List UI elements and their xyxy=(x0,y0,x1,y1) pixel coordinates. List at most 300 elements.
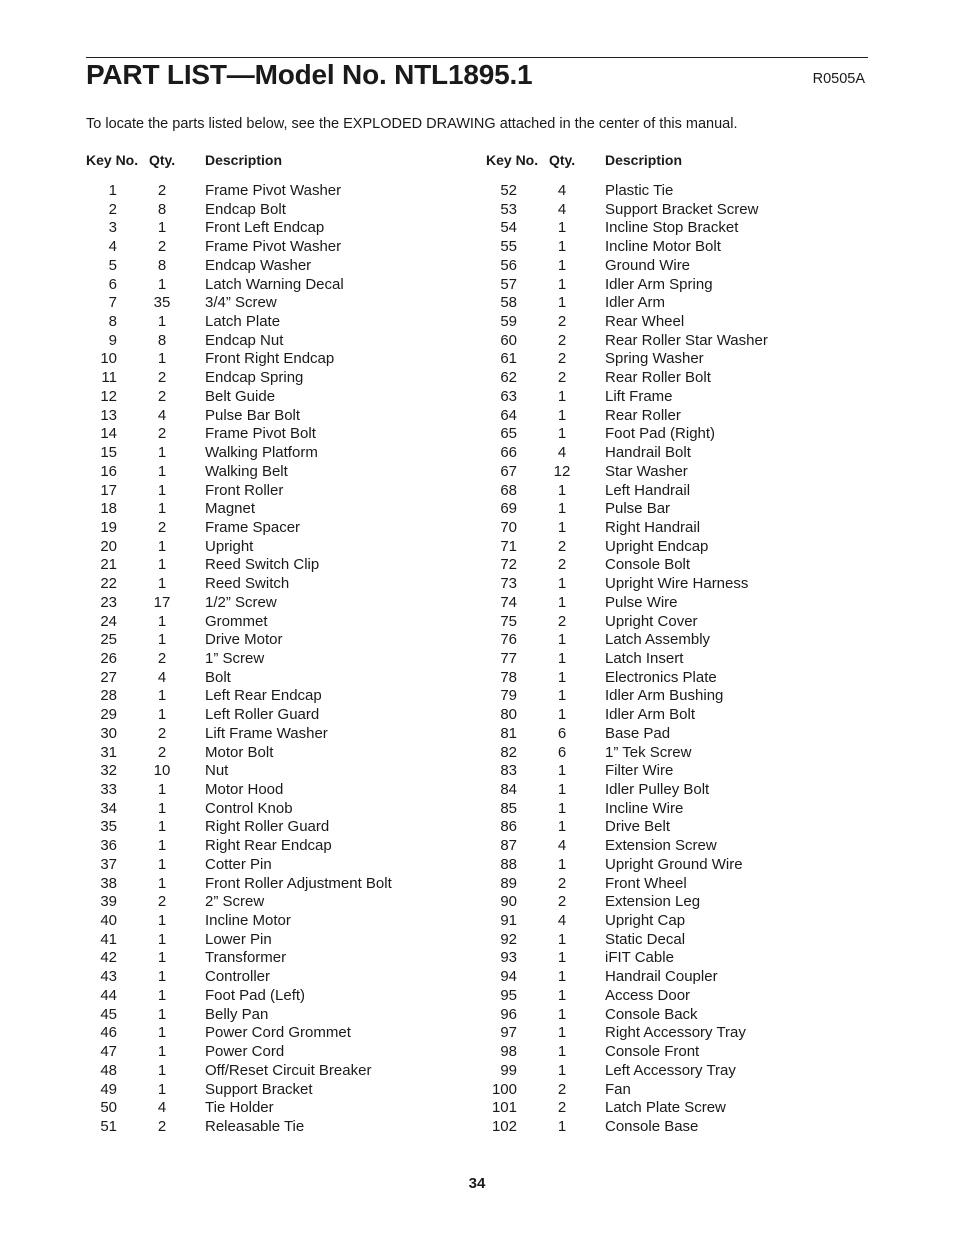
part-description: Incline Stop Bracket xyxy=(605,219,739,237)
part-key-no: 59 xyxy=(500,313,517,331)
part-qty: 1 xyxy=(557,668,567,686)
part-qty: 1 xyxy=(557,649,567,667)
part-qty: 8 xyxy=(157,200,167,218)
part-row xyxy=(486,407,876,426)
part-key-no: 11 xyxy=(101,369,117,387)
part-key-no: 73 xyxy=(500,575,517,593)
part-description: Upright Ground Wire xyxy=(605,855,743,873)
part-row xyxy=(486,725,876,744)
part-row xyxy=(486,482,876,501)
part-key-no: 25 xyxy=(100,631,117,649)
parts-column-left xyxy=(86,150,476,1135)
part-key-no: 67 xyxy=(500,462,517,480)
part-key-no: 91 xyxy=(500,912,517,930)
part-row xyxy=(86,369,476,388)
part-row xyxy=(86,762,476,781)
part-qty: 1 xyxy=(157,968,167,986)
part-key-no: 51 xyxy=(100,1117,117,1135)
part-qty: 1 xyxy=(557,1061,567,1079)
part-key-no: 81 xyxy=(500,724,517,742)
part-row xyxy=(486,556,876,575)
part-key-no: 7 xyxy=(108,294,117,312)
part-description: Rear Wheel xyxy=(605,313,685,331)
part-row xyxy=(486,650,876,669)
part-description: Frame Pivot Bolt xyxy=(205,425,316,443)
part-key-no: 6 xyxy=(108,275,117,293)
part-row xyxy=(86,781,476,800)
part-key-no: 85 xyxy=(500,799,517,817)
part-key-no: 40 xyxy=(100,912,117,930)
part-qty: 1 xyxy=(557,518,567,536)
part-description: Idler Arm Bolt xyxy=(605,706,696,724)
part-qty: 2 xyxy=(157,425,167,443)
part-row xyxy=(86,538,476,557)
part-key-no: 53 xyxy=(500,200,517,218)
part-qty: 2 xyxy=(157,387,167,405)
part-qty: 1 xyxy=(157,631,167,649)
part-description: 3/4” Screw xyxy=(205,294,277,312)
part-key-no: 57 xyxy=(500,275,517,293)
part-row xyxy=(486,1118,876,1137)
part-key-no: 76 xyxy=(500,631,517,649)
part-description: Rear Roller xyxy=(605,406,681,424)
part-row xyxy=(486,1024,876,1043)
part-description: Upright Cap xyxy=(605,912,686,930)
part-description: Front Roller xyxy=(205,481,284,499)
part-key-no: 95 xyxy=(500,986,517,1004)
part-row xyxy=(486,744,876,763)
part-key-no: 26 xyxy=(100,649,117,667)
part-key-no: 21 xyxy=(100,556,117,574)
part-row xyxy=(486,912,876,931)
part-row xyxy=(486,257,876,276)
part-key-no: 14 xyxy=(100,425,117,443)
part-row xyxy=(86,744,476,763)
part-row xyxy=(86,219,476,238)
part-description: Idler Pulley Bolt xyxy=(605,781,710,798)
part-row xyxy=(486,219,876,238)
part-description: Base Pad xyxy=(605,724,671,742)
part-qty: 2 xyxy=(557,1080,567,1098)
part-key-no: 99 xyxy=(500,1061,517,1079)
part-row xyxy=(86,968,476,987)
part-row xyxy=(86,425,476,444)
part-key-no: 100 xyxy=(491,1080,517,1098)
column-header xyxy=(86,150,476,172)
part-qty: 2 xyxy=(557,874,567,892)
part-qty: 4 xyxy=(557,444,567,462)
part-key-no: 33 xyxy=(100,781,117,798)
part-qty: 1 xyxy=(157,912,167,930)
part-key-no: 12 xyxy=(100,387,117,405)
part-key-no: 23 xyxy=(100,593,117,611)
part-qty: 1 xyxy=(557,949,567,967)
part-qty: 1 xyxy=(557,706,567,724)
part-row xyxy=(86,912,476,931)
part-row xyxy=(486,1006,876,1025)
part-description: Endcap Spring xyxy=(205,369,304,387)
part-key-no: 70 xyxy=(500,518,517,536)
part-qty: 1 xyxy=(157,949,167,967)
part-key-no: 84 xyxy=(500,781,517,798)
part-qty: 1 xyxy=(557,1024,567,1042)
part-qty: 1 xyxy=(157,687,167,705)
part-description: Drive Belt xyxy=(605,818,671,836)
part-description: 1/2” Screw xyxy=(205,593,277,611)
part-row xyxy=(86,837,476,856)
part-qty: 1 xyxy=(157,930,167,948)
part-row xyxy=(86,725,476,744)
part-key-no: 16 xyxy=(100,462,117,480)
part-description: Latch Plate xyxy=(205,313,281,331)
part-qty: 2 xyxy=(157,893,167,911)
part-qty: 10 xyxy=(153,762,171,780)
part-row xyxy=(86,1099,476,1118)
part-description: Latch Warning Decal xyxy=(205,275,344,293)
part-description: Incline Motor Bolt xyxy=(605,238,721,256)
part-qty: 1 xyxy=(157,575,167,593)
part-description: Console Back xyxy=(605,1005,698,1023)
part-key-no: 56 xyxy=(500,256,517,274)
part-description: iFIT Cable xyxy=(605,949,674,967)
part-description: Left Accessory Tray xyxy=(605,1061,736,1079)
part-qty: 1 xyxy=(557,593,567,611)
part-row xyxy=(86,949,476,968)
part-row xyxy=(86,519,476,538)
part-description: Reed Switch Clip xyxy=(205,556,320,574)
part-qty: 1 xyxy=(557,500,567,518)
part-row xyxy=(86,687,476,706)
part-key-no: 32 xyxy=(100,762,117,780)
part-qty: 2 xyxy=(557,612,567,630)
part-row xyxy=(486,463,876,482)
part-key-no: 34 xyxy=(100,799,117,817)
part-description: Nut xyxy=(205,762,229,780)
intro-text: To locate the parts listed below, see the EXPLODED DRAWING attached in the center of this manual. xyxy=(86,116,738,132)
part-row xyxy=(486,669,876,688)
part-qty: 6 xyxy=(557,724,567,742)
part-row xyxy=(486,687,876,706)
part-qty: 1 xyxy=(557,930,567,948)
part-key-no: 18 xyxy=(100,500,117,518)
part-key-no: 68 xyxy=(500,481,517,499)
part-key-no: 50 xyxy=(100,1099,117,1117)
part-key-no: 52 xyxy=(500,182,517,199)
part-description: Idler Arm Spring xyxy=(605,275,713,293)
part-key-no: 79 xyxy=(500,687,517,705)
part-description: Endcap Bolt xyxy=(205,200,286,218)
part-qty: 1 xyxy=(557,219,567,237)
part-key-no: 64 xyxy=(500,406,517,424)
part-qty: 1 xyxy=(557,294,567,312)
part-description: Lift Frame Washer xyxy=(205,724,328,742)
part-key-no: 93 xyxy=(500,949,517,967)
part-description: Belt Guide xyxy=(205,387,276,405)
part-qty: 1 xyxy=(157,818,167,836)
part-row xyxy=(86,182,476,201)
part-row xyxy=(86,350,476,369)
part-row xyxy=(86,1118,476,1137)
part-description: Right Accessory Tray xyxy=(605,1024,746,1042)
page-title: PART LIST—Model No. NTL1895.1 xyxy=(86,59,533,90)
part-description: Extension Leg xyxy=(605,893,701,911)
part-description: Walking Belt xyxy=(205,462,288,480)
part-key-no: 97 xyxy=(500,1024,517,1042)
part-row xyxy=(86,388,476,407)
part-row xyxy=(486,594,876,613)
part-qty: 1 xyxy=(157,1080,167,1098)
part-row xyxy=(486,388,876,407)
part-qty: 2 xyxy=(157,1117,167,1135)
part-row xyxy=(86,444,476,463)
part-key-no: 38 xyxy=(100,874,117,892)
part-description: Frame Spacer xyxy=(205,518,301,536)
part-key-no: 86 xyxy=(500,818,517,836)
part-qty: 2 xyxy=(157,649,167,667)
part-qty: 1 xyxy=(557,481,567,499)
part-description: Endcap Washer xyxy=(205,256,312,274)
part-key-no: 58 xyxy=(500,294,517,312)
part-key-no: 87 xyxy=(500,837,517,855)
column-header xyxy=(486,150,876,172)
part-description: Magnet xyxy=(205,500,256,518)
part-row xyxy=(486,800,876,819)
part-row xyxy=(86,594,476,613)
part-qty: 1 xyxy=(157,612,167,630)
part-qty: 12 xyxy=(553,462,571,480)
part-description: Motor Bolt xyxy=(205,743,274,761)
part-row xyxy=(486,369,876,388)
part-row xyxy=(486,613,876,632)
part-key-no: 60 xyxy=(500,331,517,349)
part-description: Frame Pivot Washer xyxy=(205,182,342,199)
part-qty: 1 xyxy=(157,874,167,892)
part-row xyxy=(486,875,876,894)
part-row xyxy=(86,650,476,669)
part-row xyxy=(486,538,876,557)
part-key-no: 39 xyxy=(100,893,117,911)
part-key-no: 29 xyxy=(100,706,117,724)
part-description: Motor Hood xyxy=(205,781,284,798)
part-row xyxy=(486,856,876,875)
part-description: Front Right Endcap xyxy=(205,350,335,368)
part-key-no: 98 xyxy=(500,1043,517,1061)
part-description: Upright Cover xyxy=(605,612,698,630)
part-key-no: 96 xyxy=(500,1005,517,1023)
part-key-no: 5 xyxy=(108,256,117,274)
part-description: Electronics Plate xyxy=(605,668,717,686)
part-qty: 8 xyxy=(157,256,167,274)
part-key-no: 10 xyxy=(100,350,117,368)
part-key-no: 15 xyxy=(100,444,117,462)
part-key-no: 3 xyxy=(108,219,117,237)
part-description: Belly Pan xyxy=(205,1005,269,1023)
part-description: Left Roller Guard xyxy=(205,706,320,724)
part-key-no: 35 xyxy=(100,818,117,836)
part-qty: 2 xyxy=(557,556,567,574)
part-key-no: 30 xyxy=(100,724,117,742)
part-row xyxy=(86,613,476,632)
part-row xyxy=(86,313,476,332)
part-qty: 2 xyxy=(157,182,167,199)
part-key-no: 101 xyxy=(491,1099,517,1117)
part-description: Filter Wire xyxy=(605,762,674,780)
part-qty: 2 xyxy=(557,350,567,368)
part-key-no: 19 xyxy=(100,518,117,536)
part-description: Access Door xyxy=(605,986,691,1004)
part-qty: 1 xyxy=(157,462,167,480)
part-row xyxy=(86,407,476,426)
parts-column-right xyxy=(486,150,876,1135)
part-description: Front Wheel xyxy=(605,874,687,892)
part-qty: 2 xyxy=(557,313,567,331)
part-description: Upright xyxy=(205,537,254,555)
part-key-no: 4 xyxy=(108,238,117,256)
part-key-no: 49 xyxy=(100,1080,117,1098)
part-description: Frame Pivot Washer xyxy=(205,238,342,256)
part-description: Walking Platform xyxy=(205,444,318,462)
part-description: Right Handrail xyxy=(605,518,701,536)
header-description: Description xyxy=(605,152,683,168)
part-description: Foot Pad (Left) xyxy=(205,986,306,1004)
part-row xyxy=(486,444,876,463)
part-description: Pulse Wire xyxy=(605,593,678,611)
part-qty: 1 xyxy=(557,575,567,593)
part-description: Left Rear Endcap xyxy=(205,687,322,705)
part-row xyxy=(86,856,476,875)
part-qty: 1 xyxy=(157,1043,167,1061)
part-row xyxy=(486,949,876,968)
part-row xyxy=(486,182,876,201)
part-description: Fan xyxy=(605,1080,631,1098)
part-row xyxy=(86,1062,476,1081)
part-key-no: 44 xyxy=(100,986,117,1004)
part-qty: 4 xyxy=(157,668,167,686)
part-qty: 2 xyxy=(557,369,567,387)
part-key-no: 82 xyxy=(500,743,517,761)
part-description: Rear Roller Star Washer xyxy=(605,331,768,349)
part-description: Latch Plate Screw xyxy=(605,1099,726,1117)
part-qty: 1 xyxy=(557,1043,567,1061)
part-row xyxy=(486,313,876,332)
part-description: Power Cord Grommet xyxy=(205,1024,351,1042)
part-row xyxy=(86,575,476,594)
part-key-no: 92 xyxy=(500,930,517,948)
part-key-no: 28 xyxy=(100,687,117,705)
part-qty: 1 xyxy=(557,781,567,798)
part-description: Front Left Endcap xyxy=(205,219,325,237)
part-description: Drive Motor xyxy=(205,631,283,649)
part-description: Static Decal xyxy=(605,930,686,948)
part-qty: 1 xyxy=(557,762,567,780)
part-description: Idler Arm xyxy=(605,294,666,312)
part-row xyxy=(86,706,476,725)
part-qty: 4 xyxy=(157,1099,167,1117)
part-key-no: 20 xyxy=(100,537,117,555)
part-row xyxy=(486,781,876,800)
parts-list-right xyxy=(486,182,876,1137)
part-qty: 2 xyxy=(157,724,167,742)
part-description: Ground Wire xyxy=(605,256,691,274)
part-qty: 4 xyxy=(557,912,567,930)
part-row xyxy=(486,968,876,987)
part-row xyxy=(486,500,876,519)
part-qty: 1 xyxy=(157,1024,167,1042)
part-key-no: 69 xyxy=(500,500,517,518)
part-key-no: 74 xyxy=(500,593,517,611)
part-qty: 1 xyxy=(157,275,167,293)
part-description: Power Cord xyxy=(205,1043,285,1061)
part-row xyxy=(486,332,876,351)
part-key-no: 66 xyxy=(500,444,517,462)
part-row xyxy=(86,276,476,295)
part-description: Console Bolt xyxy=(605,556,691,574)
part-qty: 1 xyxy=(157,781,167,798)
part-description: Console Front xyxy=(605,1043,700,1061)
part-row xyxy=(486,425,876,444)
part-key-no: 17 xyxy=(100,481,117,499)
part-qty: 35 xyxy=(153,294,171,312)
part-key-no: 62 xyxy=(500,369,517,387)
part-row xyxy=(86,1006,476,1025)
part-description: Star Washer xyxy=(605,462,688,480)
part-row xyxy=(486,631,876,650)
part-description: Grommet xyxy=(205,612,268,630)
part-description: Tie Holder xyxy=(205,1099,274,1117)
part-key-no: 80 xyxy=(500,706,517,724)
part-row xyxy=(486,201,876,220)
part-description: Upright Endcap xyxy=(605,537,709,555)
part-description: Lower Pin xyxy=(205,930,272,948)
part-description: 2” Screw xyxy=(205,893,265,911)
part-description: Latch Insert xyxy=(605,649,684,667)
part-row xyxy=(486,1081,876,1100)
part-qty: 1 xyxy=(157,537,167,555)
part-row xyxy=(86,1043,476,1062)
part-key-no: 102 xyxy=(491,1117,517,1135)
part-description: Right Roller Guard xyxy=(205,818,330,836)
part-key-no: 78 xyxy=(500,668,517,686)
part-key-no: 83 xyxy=(500,762,517,780)
part-row xyxy=(86,257,476,276)
part-description: Off/Reset Circuit Breaker xyxy=(205,1061,372,1079)
part-row xyxy=(486,1099,876,1118)
part-row xyxy=(486,1062,876,1081)
part-row xyxy=(486,276,876,295)
part-key-no: 65 xyxy=(500,425,517,443)
part-key-no: 48 xyxy=(100,1061,117,1079)
part-qty: 1 xyxy=(557,1005,567,1023)
part-row xyxy=(86,1081,476,1100)
part-description: Idler Arm Bushing xyxy=(605,687,724,705)
part-key-no: 36 xyxy=(100,837,117,855)
part-row xyxy=(486,706,876,725)
part-row xyxy=(86,631,476,650)
part-qty: 2 xyxy=(157,238,167,256)
part-row xyxy=(486,575,876,594)
part-key-no: 55 xyxy=(500,238,517,256)
part-row xyxy=(86,893,476,912)
header-description: Description xyxy=(205,152,283,168)
part-key-no: 1 xyxy=(108,182,117,199)
part-description: 1” Screw xyxy=(205,649,265,667)
part-row xyxy=(86,1024,476,1043)
part-key-no: 42 xyxy=(100,949,117,967)
part-row xyxy=(86,669,476,688)
part-description: Right Rear Endcap xyxy=(205,837,332,855)
part-key-no: 61 xyxy=(500,350,517,368)
part-qty: 1 xyxy=(157,219,167,237)
